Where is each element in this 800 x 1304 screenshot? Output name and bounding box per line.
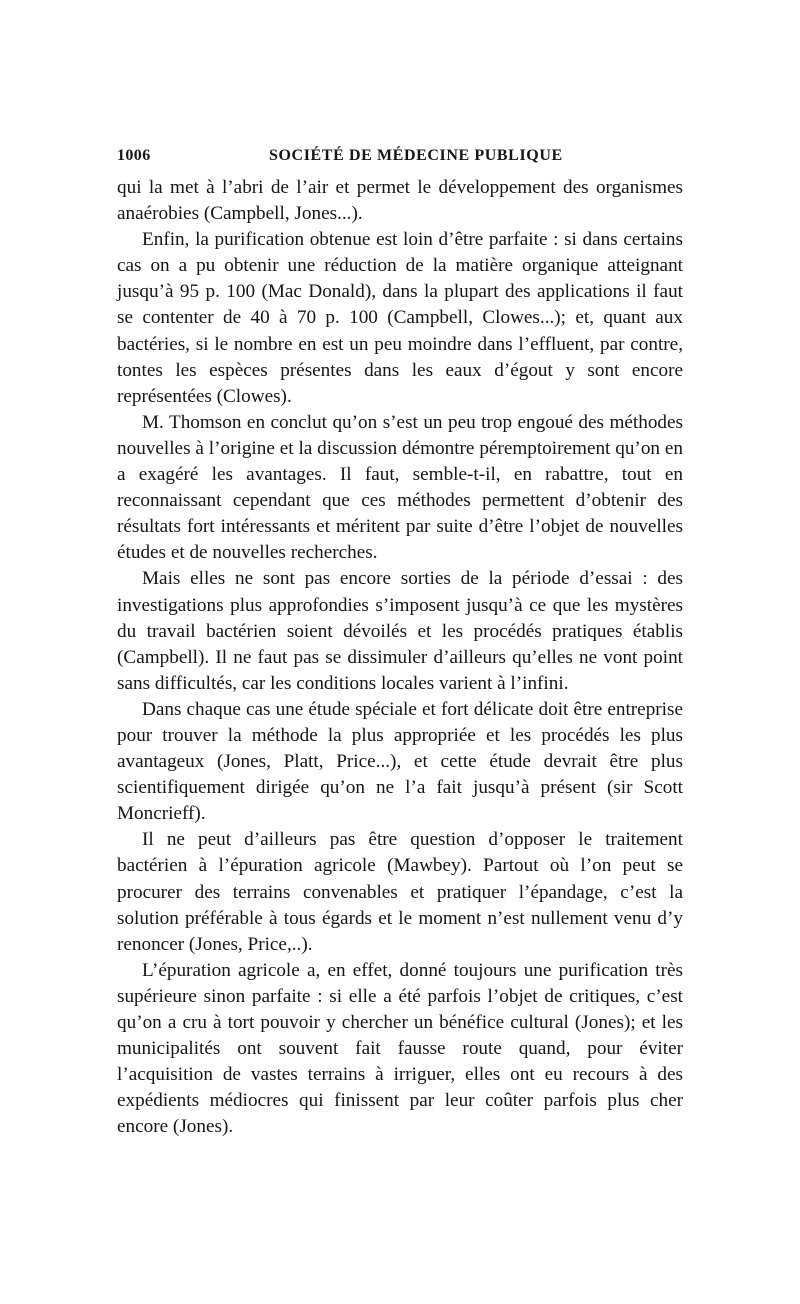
paragraph-3: M. Thomson en conclut qu’on s’est un peu trop engoué des méthodes nouvelles à l’origine et la discussion démontre péremptoirement qu’on en a exagéré les avantages. Il faut, semble-t-il, en rabattre, tout en reconnaissant cependant que ces méthodes permettent d’obtenir des résultats fort intéressants et méritent par suite d’être l’objet de nouvelles études et de nouvelles recherches. — [117, 411, 683, 564]
paragraph-5: Dans chaque cas une étude spéciale et fort délicate doit être entreprise pour trouver la méthode la plus appropriée et les procédés les plus avantageux (Jones, Platt, Price...), et cette étude devrait être plus scientifiquement dirigée qu’on ne l’a fait jusqu’à présent (sir Scott Moncrieff). — [117, 698, 683, 825]
running-title: SOCIÉTÉ DE MÉDECINE PUBLIQUE — [269, 147, 563, 164]
paragraph-2: Enfin, la purification obtenue est loin d’être parfaite : si dans certains cas on a pu obtenir une réduction de la matière organique atteignant jusqu’à 95 p. 100 (Mac Donald), dans la plupart des applications il faut se contenter de 40 à 70 p. 100 (Campbell, Clowes...); et, quant aux bactéries, si le nombre en est un peu moindre dans l’effluent, par contre, tontes les espèces présentes dans les eaux d’égout y sont encore représentées (Clowes). — [117, 229, 683, 407]
paragraph-6: Il ne peut d’ailleurs pas être question d’opposer le traitement bactérien à l’épuration agricole (Mawbey). Partout où l’on peut se procurer des terrains convenables et pratiquer l’épandage, c’est la solution préférable à tous égards et le moment n’est nullement venu d’y renoncer (Jones, Price,..). — [117, 829, 683, 955]
page-number: 1006 — [117, 147, 151, 164]
paragraph-4: Mais elles ne sont pas encore sorties de la période d’essai : des investigations plus approfondies s’imposent jusqu’à ce que les mystères du travail bactérien soient dévoilés et les procédés pratiques établis (Campbell). Il ne faut pas se dissimuler d’ailleurs qu’elles ne vont point sans difficultés, car les conditions locales varient à l’infini. — [117, 568, 683, 694]
document-page — [117, 147, 683, 1140]
paragraph-1: qui la met à l’abri de l’air et permet le développement des organismes anaérobies (Campbell, Jones...). — [117, 177, 683, 225]
running-head — [117, 147, 683, 175]
body-text — [117, 175, 683, 1140]
paragraph-7: L’épuration agricole a, en effet, donné toujours une purification très supérieure sinon parfaite : si elle a été parfois l’objet de critiques, c’est qu’on a cru à tort pouvoir y chercher un bénéfice cultural (Jones); et les municipalités ont souvent fait fausse route quand, pour éviter l’acquisition de vastes terrains à irriguer, elles ont eu recours à des expédients médiocres qui finissent par leur coûter parfois plus cher encore (Jones). — [117, 959, 683, 1138]
